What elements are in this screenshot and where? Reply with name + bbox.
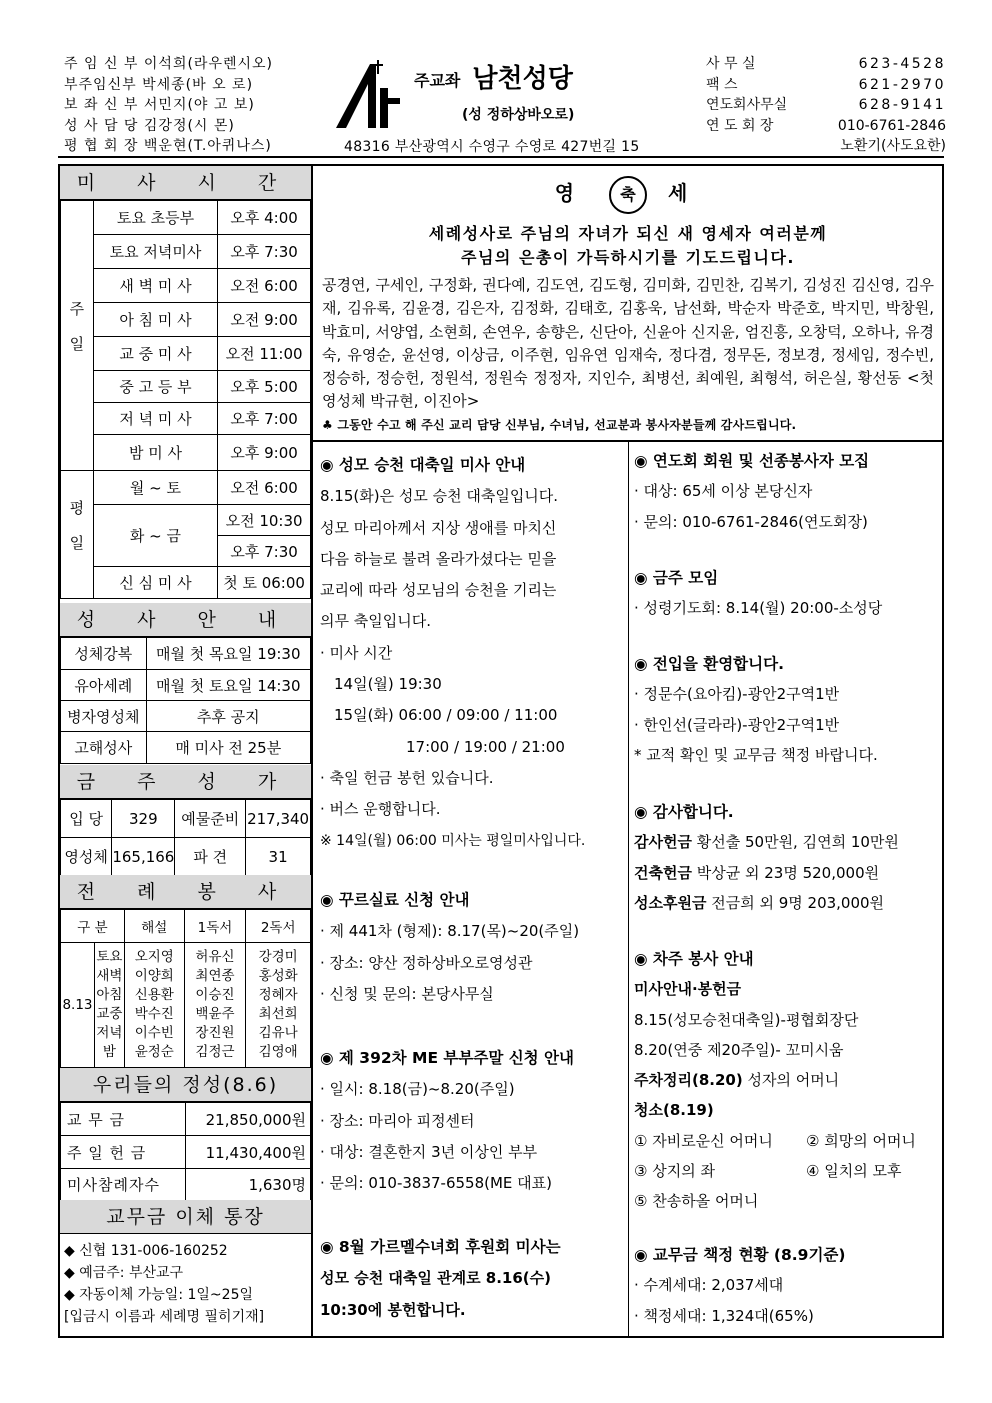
liturgy-person: 백윤주 (195, 1006, 235, 1022)
liturgy-table (60, 909, 311, 1068)
mass-time: 오전 6:00 (218, 269, 311, 303)
notice-heading: ◉ 감사합니다. (634, 803, 734, 821)
notice-line: 15일(화) 06:00 / 09:00 / 11:00 (334, 706, 558, 725)
parish-logo-icon (330, 58, 402, 130)
clergy-line: 성 사 담 당 김강정(시 몬) (64, 117, 235, 134)
baptism-message (314, 222, 942, 270)
mass-times-title: 미 사 시 간 (60, 166, 311, 200)
offerings-date: (8.6) (223, 1074, 279, 1096)
address: 48316 부산광역시 수영구 수영로 427번길 15 (344, 139, 640, 155)
notice-line: · 정문수(요아킴)-광안2구역1반 (634, 685, 840, 704)
liturgy-person: 최연종 (195, 968, 235, 984)
hymn-label: 파 견 (175, 838, 246, 876)
clergy-line: 보 좌 신 부 서민지(야 고 보) (64, 97, 255, 113)
notice-service (634, 944, 940, 1217)
mass-name: 저 녁 미 사 (93, 403, 217, 435)
notice-line: 교리에 따라 성모님의 승천을 기리는 (320, 581, 557, 600)
mass-name: 화 ~ 금 (93, 505, 217, 567)
cleaning-item: ④ 일치의 모후 (806, 1162, 902, 1181)
notice-line: · 신청 및 문의: 본당사무실 (320, 984, 494, 1003)
sacrament-value: 매월 첫 토요일 14:30 (146, 670, 310, 701)
notice-line: · 대상: 65세 이상 본당신자 (634, 482, 813, 501)
liturgy-person: 장진원 (195, 1025, 235, 1041)
mass-time: 오후 4:00 (218, 201, 311, 235)
contact-value: 628-9141 (858, 97, 946, 113)
notice-line: · 문의: 010-3837-6558(ME 대표) (320, 1174, 553, 1193)
mass-time: 오후 7:30 (218, 536, 311, 567)
notice-line: · 성령기도회: 8.14(월) 20:00-소성당 (634, 599, 883, 618)
offering-name: 교 무 금 (61, 1103, 186, 1136)
weekday-label: 평일 (61, 471, 94, 599)
liturgy-commentator-col (124, 943, 184, 1068)
notice-line: · 제 441차 (형제): 8.17(목)~20(주일) (320, 922, 580, 941)
mass-time: 오전 10:30 (218, 505, 311, 536)
mass-times-table (60, 200, 311, 599)
liturgy-header: 1독서 (184, 910, 246, 943)
notice-line: · 장소: 양산 정하상바오로영성관 (320, 953, 533, 972)
liturgy-person: 이수빈 (134, 1025, 174, 1041)
thanks-text: 전금희 외 9명 203,000원 (711, 893, 885, 912)
notice-line: 성모 마리아께서 지상 생애를 마치신 (320, 518, 557, 537)
hymn-number: 329 (112, 800, 175, 838)
contact-value: 010-6761-2846 (837, 117, 946, 134)
notice-body (320, 481, 622, 857)
mass-name: 새 벽 미 사 (93, 269, 217, 303)
contact-value: 621-2970 (858, 76, 946, 93)
notice-me (320, 1043, 622, 1199)
contact-label: 연 도 회 장 (706, 117, 774, 134)
notice-line: ※ 14일(월) 06:00 미사는 평일미사입니다. (320, 832, 586, 849)
liturgy-person: 이양희 (134, 968, 174, 984)
notice-assumption (320, 450, 622, 857)
baptism-title-left: 영 (554, 181, 589, 205)
hymns-table (60, 799, 311, 876)
hymn-label: 예물준비 (175, 800, 246, 838)
liturgy-person: 이승진 (195, 987, 235, 1003)
sacraments-table (60, 637, 311, 764)
contact-label: 사 무 실 (706, 56, 756, 72)
notice-line: · 장소: 마리아 피정센터 (320, 1111, 475, 1130)
baptism-thanks: ♣ 그동안 수고 해 주신 교리 담당 신부님, 수녀님, 선교분과 봉사자분들께 감사드립니다. (322, 417, 797, 432)
liturgy-person: 김영애 (258, 1044, 298, 1060)
contact-row (706, 54, 946, 75)
mass-name: 토요 저녁미사 (93, 235, 217, 269)
mass-time: 오전 9:00 (218, 303, 311, 337)
contact-value: 623-4528 (858, 56, 946, 72)
baptism-message-line: 주님의 은총이 가득하시기를 기도드립니다. (461, 248, 795, 267)
mass-name: 토요 초등부 (93, 201, 217, 235)
liturgy-person: 강경미 (258, 949, 298, 965)
bank-line: ◆ 신협 131-006-160252 (64, 1243, 228, 1259)
sacrament-value: 매 미사 전 25분 (146, 732, 310, 764)
column-divider (628, 442, 629, 1338)
liturgy-person: 정혜자 (258, 987, 298, 1003)
liturgy-person: 홍성화 (258, 968, 298, 984)
liturgy-date: 8.13 (61, 943, 95, 1068)
baptism-title-mid: 축 (609, 176, 647, 214)
offering-value: 21,850,000원 (186, 1103, 311, 1136)
thanks-text: 황선출 50만원, 김연희 10만원 (696, 833, 899, 852)
cleaning-row (634, 1186, 940, 1216)
cleaning-label: 청소(8.19) (634, 1101, 714, 1120)
hymn-label: 영성체 (61, 838, 112, 876)
contact-row (706, 75, 946, 96)
mass-time: 오후 9:00 (218, 435, 311, 471)
notice-line: 17:00 / 19:00 / 21:00 (406, 737, 565, 756)
notice-recruit (634, 446, 940, 537)
notice-line: * 교적 확인 및 교무금 책정 바랍니다. (634, 745, 878, 764)
notice-line: · 한인선(글라라)-광안2구역1반 (634, 715, 840, 734)
notice-line: · 버스 운행합니다. (320, 800, 441, 819)
mass-time: 오후 7:00 (218, 403, 311, 435)
cleaning-row (634, 1156, 940, 1186)
notice-welcome (634, 649, 940, 770)
liturgy-person: 허유신 (195, 949, 235, 965)
clergy-line: 부주임신부 박세종(바 오 로) (64, 76, 254, 93)
parish-name: 남천성당 (472, 64, 573, 94)
notice-thanks (634, 797, 940, 918)
notice-heading: ◉ 차주 봉사 안내 (634, 950, 754, 968)
notice-line: 14일(월) 19:30 (334, 675, 442, 694)
liturgy-header: 2독서 (246, 910, 311, 943)
header-divider (58, 156, 944, 158)
sacrament-value: 추후 공지 (146, 701, 310, 732)
notice-line: · 수계세대: 2,037세대 (634, 1276, 784, 1295)
liturgy-person: 오지영 (134, 949, 174, 965)
mass-name: 월 ~ 토 (93, 471, 217, 505)
baptism-title-right: 세 (667, 181, 702, 205)
liturgy-mass-col (94, 943, 124, 1068)
bank-line: ◆ 자동이체 가능일: 1일~25일 (64, 1287, 254, 1303)
liturgy-header: 구 분 (61, 910, 125, 943)
sacrament-name: 성체강복 (61, 638, 147, 670)
cleaning-item: ③ 상지의 좌 (634, 1162, 715, 1181)
bank-title: 교무금 이체 통장 (60, 1200, 311, 1234)
parish-title (414, 58, 573, 95)
sacrament-name: 유아세례 (61, 670, 147, 701)
hymn-label: 입 당 (61, 800, 112, 838)
hymn-number: 217,340 (246, 800, 311, 838)
clergy-line: 주 임 신 부 이석희(라우렌시오) (64, 56, 274, 72)
sacrament-name: 병자영성체 (61, 701, 147, 732)
offering-name: 미사참례자수 (61, 1169, 186, 1201)
hymn-number: 165,166 (112, 838, 175, 876)
contact-label: 연도회사무실 (706, 97, 788, 113)
cleaning-item: ② 희망의 어머니 (806, 1131, 916, 1150)
notice-line: 의무 축일입니다. (320, 612, 431, 631)
cleaning-item: ⑤ 찬송하올 어머니 (634, 1192, 759, 1211)
mass-time: 첫 토 06:00 (218, 567, 311, 599)
liturgy-person: 김유나 (258, 1025, 298, 1041)
mass-time: 오후 7:30 (218, 235, 311, 269)
mass-name: 밤 미 사 (93, 435, 217, 471)
notice-line: · 문의: 010-6761-2846(연도회장) (634, 512, 868, 531)
offering-value: 1,630명 (186, 1169, 311, 1201)
notice-line: · 축일 헌금 봉헌 있습니다. (320, 768, 494, 787)
liturgy-person: 박수진 (134, 1006, 174, 1022)
liturgy-person: 최선희 (258, 1006, 298, 1022)
notice-dues (634, 1240, 940, 1331)
mass-name: 교 중 미 사 (93, 337, 217, 371)
notice-line: · 책정세대: 1,324대(65%) (634, 1306, 814, 1325)
offerings-title (60, 1068, 311, 1102)
parking-label: 주차정리(8.20) (634, 1071, 743, 1090)
notice-heading: ◉ 8월 가르멜수녀회 후원회 미사는 (320, 1238, 561, 1256)
hymn-number: 31 (246, 838, 311, 876)
clergy-line: 평 협 회 장 백운현(T.아퀴나스) (64, 138, 272, 154)
notice-heading: ◉ 전입을 환영합니다. (634, 655, 784, 673)
notice-line: · 미사 시간 (320, 643, 393, 662)
notice-line: 8.20(연중 제20주일)- 꼬미시움 (634, 1040, 844, 1059)
sacrament-value: 매월 첫 목요일 19:30 (146, 638, 310, 670)
notice-line: 8.15(성모승천대축일)-평협회장단 (634, 1010, 859, 1029)
liturgy-reading2-col (246, 943, 311, 1068)
thanks-row (634, 858, 940, 888)
offerings-table (60, 1102, 311, 1201)
contact-row (706, 116, 946, 137)
patron-saint: (성 정하상바오로) (462, 107, 575, 123)
notice-line: 10:30에 봉헌합니다. (320, 1300, 466, 1319)
service-subheading: 미사안내·봉헌금 (634, 980, 742, 999)
offerings-title-text: 우리들의 정성 (92, 1074, 224, 1096)
notice-line: · 일시: 8.18(금)~8.20(주일) (320, 1080, 515, 1099)
notice-heading: ◉ 성모 승천 대축일 미사 안내 (320, 456, 526, 474)
clergy-list (64, 54, 316, 157)
mass-time: 오전 6:00 (218, 471, 311, 505)
mass-time: 오후 5:00 (218, 371, 311, 403)
liturgy-mass: 토요 (96, 949, 123, 965)
bank-line: ◆ 예금주: 부산교구 (64, 1265, 184, 1281)
notice-line: 다음 하늘로 불려 올라가셨다는 믿을 (320, 549, 557, 568)
baptism-names: 공경연, 구세인, 구정화, 권다예, 김도연, 김도형, 김미화, 김민찬, 김복기, 김성진 김신영, 김우재, 김유록, 김윤경, 김은자, 김정화, 김태호, 김홍욱, 남선화, 박순자 박준호, 박지민, 박창원, 박효미, 서양엽, 소현희, 손연우, 송향은, 신단아, 신윤아 신지윤, 엄진흥, 오창덕, 오하나, 유경숙, 유영순, 윤선영, 이상금, 이주현, 임유연 임재숙, 정다겸, 정무돈, 정보경, 정세임, 정수빈, 정승하, 정승헌, 정원석, 정원숙 정정자, 지인수, 최병선, 최예원, 최형석, 허은실, 황선동 <첫영성체 박규현, 이진아> (322, 276, 934, 411)
notice-heading: ◉ 연도회 회원 및 선종봉사자 모집 (634, 452, 870, 470)
baptism-section (314, 166, 942, 433)
baptism-message-line: 세례성사로 주님의 자녀가 되신 새 영세자 여러분께 (428, 224, 828, 243)
mass-name: 신 심 미 사 (93, 567, 217, 599)
contact-row (706, 136, 946, 157)
liturgy-reading1-col (184, 943, 246, 1068)
notice-meeting (634, 563, 940, 624)
notice-heading: ◉ 꾸르실료 신청 안내 (320, 891, 470, 909)
parking-row (634, 1065, 940, 1095)
mass-time: 오전 11:00 (218, 337, 311, 371)
liturgy-mass: 아침 (96, 987, 123, 1003)
liturgy-person: 윤정순 (134, 1044, 174, 1060)
thanks-row (634, 888, 940, 918)
cleaning-item: ① 자비로운신 어머니 (634, 1131, 773, 1150)
notice-cursillo (320, 885, 622, 1010)
contact-row (706, 95, 946, 116)
liturgy-mass: 저녁 (96, 1025, 123, 1041)
thanks-label: 감사헌금 (634, 833, 692, 852)
liturgy-person: 김정근 (195, 1044, 235, 1060)
bank-info (64, 1240, 309, 1328)
liturgy-person: 신용환 (134, 987, 174, 1003)
parking-text: 성자의 어머니 (747, 1071, 840, 1090)
notice-line: · 대상: 결혼한지 3년 이상인 부부 (320, 1142, 538, 1161)
contact-extra: 노환기(사도요한) (840, 138, 946, 154)
contact-label: 팩 스 (706, 76, 738, 93)
notice-heading: ◉ 제 392차 ME 부부주말 신청 안내 (320, 1049, 574, 1067)
liturgy-mass: 새벽 (96, 968, 123, 984)
offering-value: 11,430,400원 (186, 1136, 311, 1169)
notice-heading: ◉ 교무금 책정 현황 (8.9기준) (634, 1246, 846, 1264)
baptism-title (314, 176, 942, 214)
notice-heading: ◉ 금주 모임 (634, 569, 719, 587)
liturgy-mass: 밤 (102, 1044, 116, 1060)
contact-list (706, 54, 946, 157)
thanks-label: 성소후원금 (634, 893, 707, 912)
liturgy-mass: 교중 (96, 1006, 123, 1022)
notice-carmel (320, 1232, 622, 1326)
hymns-title: 금 주 성 가 (60, 765, 311, 799)
liturgy-title: 전 례 봉 사 (60, 875, 311, 909)
thanks-text: 박상균 외 23명 520,000원 (696, 863, 880, 882)
notice-line: 성모 승천 대축일 관계로 8.16(수) (320, 1269, 551, 1288)
offering-name: 주 일 헌 금 (61, 1136, 186, 1169)
mass-name: 중 고 등 부 (93, 371, 217, 403)
notice-line: 8.15(화)은 성모 승천 대축일입니다. (320, 487, 559, 506)
sunday-label: 주일 (61, 201, 94, 471)
sidebar-divider (311, 164, 313, 1338)
thanks-label: 건축헌금 (634, 863, 692, 882)
cleaning-row (634, 1126, 940, 1156)
diocese-label: 주교좌 (414, 71, 461, 90)
liturgy-header: 해설 (124, 910, 184, 943)
thanks-row (634, 827, 940, 857)
mass-name: 아 침 미 사 (93, 303, 217, 337)
sacrament-name: 고해성사 (61, 732, 147, 764)
bank-line: [입금시 이름과 세례명 필히기재] (64, 1309, 265, 1325)
sacraments-title: 성 사 안 내 (60, 603, 311, 637)
